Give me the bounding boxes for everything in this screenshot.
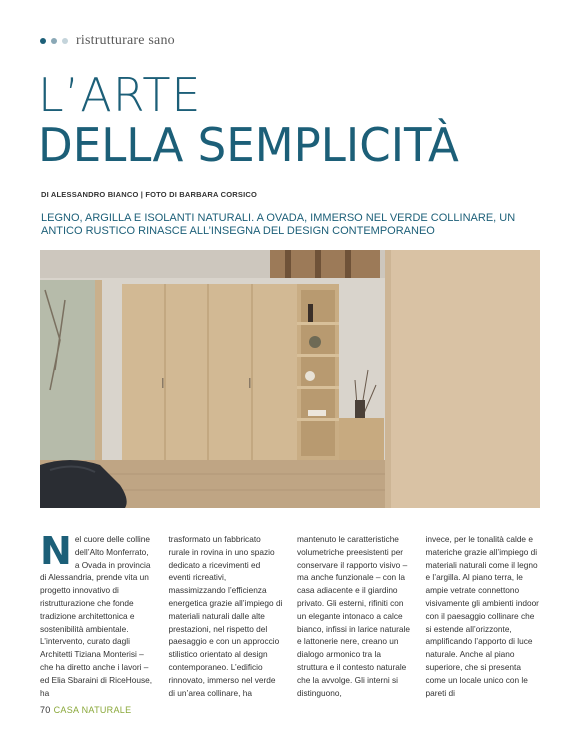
section-dot-2 — [51, 38, 57, 44]
body-column-2: trasformato un fabbricato rurale in rovina in uno spazio dedicato a ricevimenti ed eventi ricreativi, massimizzando l’efficienza energetica grazie all’impiego di materiali naturali dalle alte prestazioni, nel rispetto del paesaggio e con un approccio stilistico orientato al design contemporaneo. L’edificio rinnovato, immerso nel verde di un’area collinare, ha — [168, 534, 283, 698]
column-1-text: el cuore delle colline dell’Alto Monferrato, a Ovada in provincia di Alessandria, prende vita un progetto innovativo di ristrutturazione che fonde tradizione architettonica e sostenibilità ambientale. L’intervento, curato dagli Architetti Tiziana Monterisi – che ha diretto anche i lavori – ed Elia Sbaraini di RiceHouse, ha — [40, 534, 153, 698]
interior-photo — [40, 250, 540, 508]
title-line-1: L’ARTE — [38, 68, 202, 122]
page-footer — [40, 705, 131, 715]
drop-cap: N — [40, 529, 72, 573]
body-column-4: invece, per le tonalità calde e materiche grazie all’impiego di materiali naturali come il legno e l’argilla. Al piano terra, le ampie vetrate connettono visivamente gli ambienti indoor con il paesaggio collinare che si estende all’orizzonte, amplificando l’apporto di luce naturale. Anche al piano superiore, che si presenta come un locale unico con le pareti di — [425, 534, 539, 698]
section-kicker — [40, 33, 175, 49]
body-columns — [40, 529, 540, 699]
byline: DI ALESSANDRO BIANCO | FOTO DI BARBARA CORSICO — [41, 190, 258, 199]
magazine-name: CASA NATURALE — [53, 705, 132, 715]
section-label: ristrutturare sano — [76, 33, 175, 48]
title-line-2: DELLA SEMPLICITÀ — [38, 118, 459, 172]
body-column-1 — [40, 529, 155, 699]
page-number: 70 — [40, 705, 51, 715]
lead-paragraph: LEGNO, ARGILLA E ISOLANTI NATURALI. A OVADA, IMMERSO NEL VERDE COLLINARE, UN ANTICO RUSTICO RINASCE ALL’INSEGNA DEL DESIGN CONTEMPORANEO — [41, 212, 516, 237]
section-dot-1 — [40, 38, 46, 44]
section-dot-3 — [62, 38, 68, 44]
body-column-3: mantenuto le caratteristiche volumetriche preesistenti per conservare il rapporto visivo – ma anche funzionale – con la casa adiacente e il giardino privato. Gli esterni, rifiniti con un elegante intonaco a calce bianco, infissi in larice naturale e lattonerie nere, creano un dialogo armonico tra la struttura e il contesto naturale che la avvolge. Gli interni si distinguono, — [297, 534, 410, 698]
article-title — [38, 68, 467, 172]
